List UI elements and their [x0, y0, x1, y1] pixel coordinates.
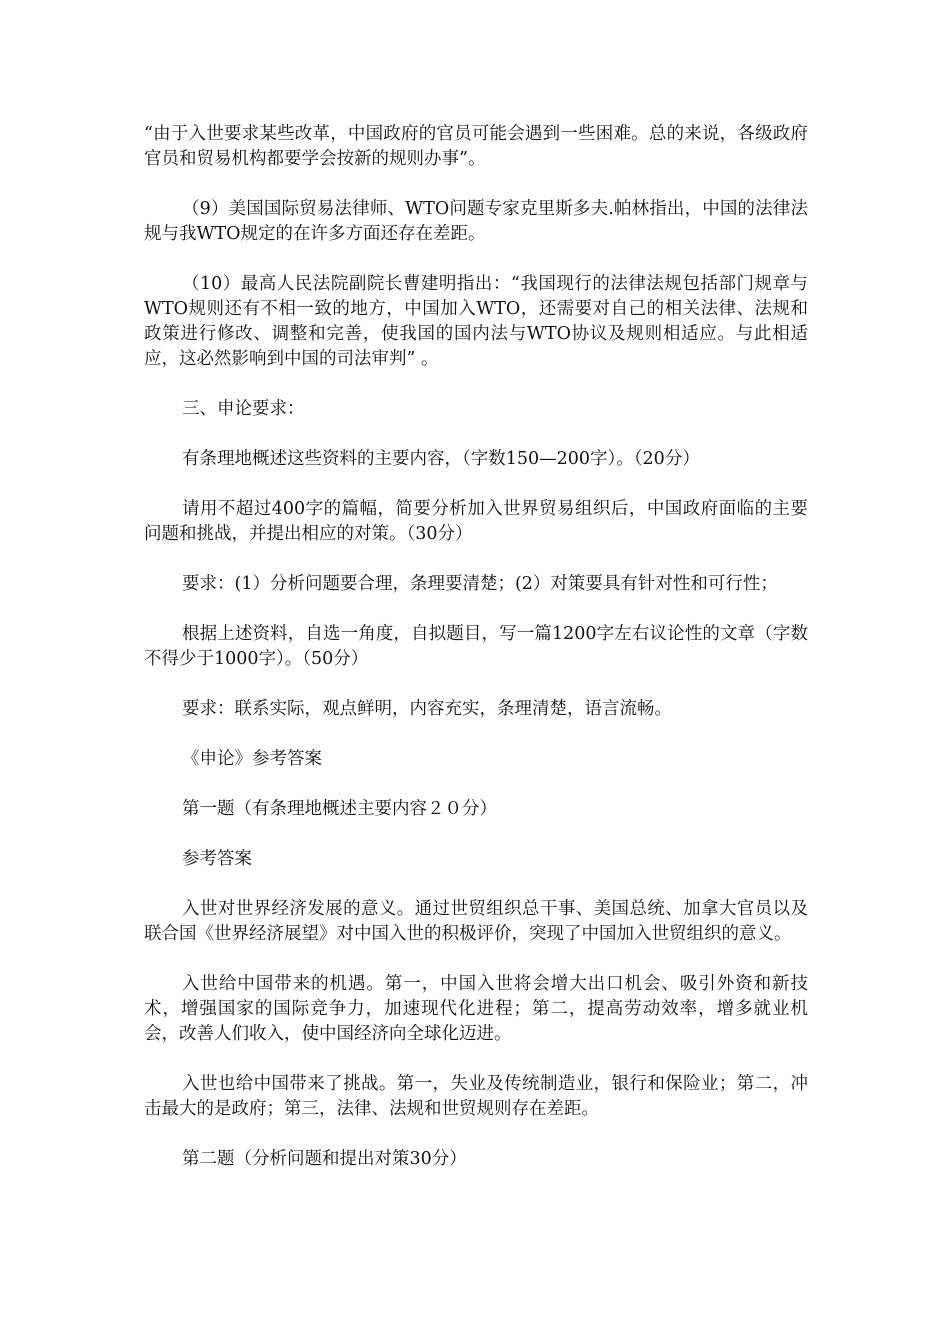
paragraph: 入世对世界经济发展的意义。通过世贸组织总干事、美国总统、加拿大官员以及联合国《世界经济展望》对中国入世的积极评价，突现了中国加入世贸组织的意义。	[144, 899, 808, 944]
section-heading: 三、申论要求：	[182, 399, 305, 419]
paragraph: 有条理地概述这些资料的主要内容，（字数150—200字）。（20分）	[182, 449, 700, 469]
document-page	[144, 122, 808, 1197]
paragraph: “由于入世要求某些改革，中国政府的官员可能会遇到一些困难。总的来说，各级政府官员和贸易机构都要学会按新的规则办事”。	[144, 124, 808, 169]
question-heading: 第二题（分析问题和提出对策30分）	[182, 1149, 467, 1169]
paragraph: 要求：(1）分析问题要合理，条理要清楚；(2）对策要具有针对性和可行性；	[182, 574, 778, 594]
paragraph: 根据上述资料，自选一角度，自拟题目，写一篇1200字左右议论性的文章（字数不得少于1000字）。（50分）	[144, 624, 808, 669]
paragraph: 请用不超过400字的篇幅，简要分析加入世界贸易组织后，中国政府面临的主要问题和挑战，并提出相应的对策。（30分）	[144, 499, 808, 544]
paragraph: （10）最高人民法院副院长曹建明指出：“我国现行的法律法规包括部门规章与WTO规则还有不相一致的地方，中国加入WTO，还需要对自己的相关法律、法规和政策进行修改、调整和完善，使我国的国内法与WTO协议及规则相适应。与此相适应，这必然影响到中国的司法审判” 。	[144, 274, 808, 369]
section-heading: 《申论》参考答案	[182, 749, 322, 769]
paragraph: 要求：联系实际，观点鲜明，内容充实，条理清楚，语言流畅。	[182, 699, 672, 719]
question-heading: 第一题（有条理地概述主要内容２０分）	[182, 799, 497, 819]
paragraph: 入世给中国带来的机遇。第一，中国入世将会增大出口机会、吸引外资和新技术，增强国家的国际竞争力，加速现代化进程；第二，提高劳动效率，增多就业机会，改善人们收入，使中国经济向全球化迈进。	[144, 974, 808, 1044]
paragraph: 入世也给中国带来了挑战。第一，失业及传统制造业，银行和保险业；第二，冲击最大的是政府；第三，法律、法规和世贸规则存在差距。	[144, 1074, 808, 1119]
paragraph: （9）美国国际贸易法律师、WTO问题专家克里斯多夫.帕林指出，中国的法律法规与我WTO规定的在许多方面还存在差距。	[144, 199, 808, 244]
section-heading: 参考答案	[182, 849, 252, 869]
